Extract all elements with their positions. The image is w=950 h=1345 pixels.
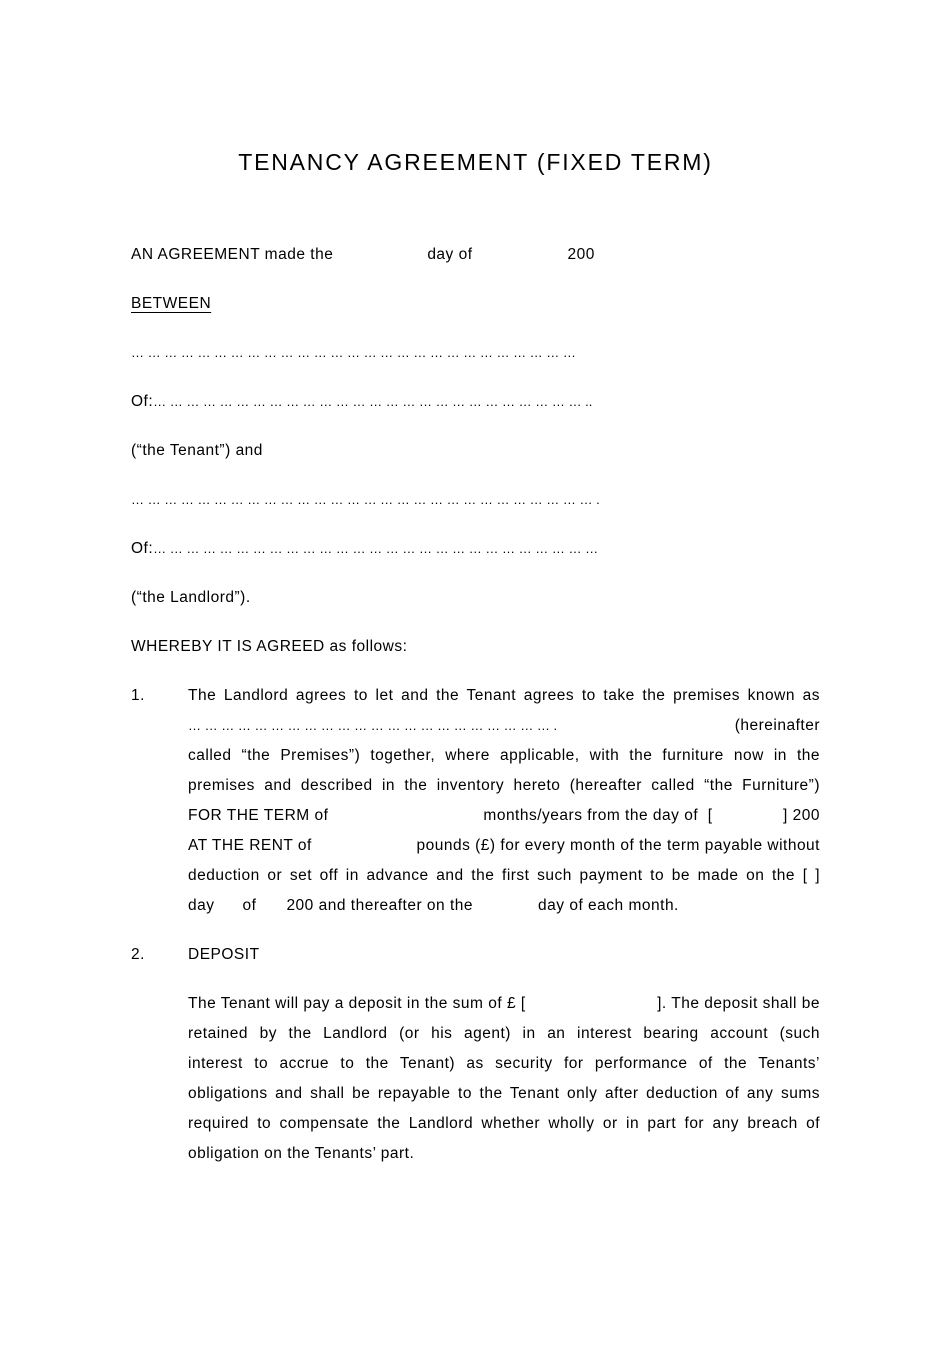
- clause-1: [131, 681, 820, 921]
- thereafter-text: 200 and thereafter on the: [286, 897, 474, 914]
- pounds-text: pounds (£) for every month of the term payable without: [416, 837, 820, 854]
- clause-2-text-line: obligation on the Tenants’ part.: [188, 1145, 415, 1162]
- landlord-address-dots: … … … … … … … … … … … … … … … … … … … … … … … … … … …: [153, 541, 599, 556]
- term-line: [188, 801, 820, 831]
- blank-space: [473, 909, 538, 910]
- clause-2-text-line: required to compensate the Landlord whether wholly or in part for any breach of: [188, 1115, 820, 1132]
- year-text: 200: [567, 246, 595, 263]
- clause-1-text-line: called “the Premises”) together, where applicable, with the furniture now in the: [188, 747, 820, 764]
- clause-2-body: [188, 989, 820, 1169]
- agreement-date-line: [131, 240, 820, 270]
- each-month-text: day of each month.: [538, 897, 679, 914]
- tenant-address-dots: … … … … … … … … … … … … … … … … … … … … … … … … … … ..: [153, 394, 593, 409]
- clause-2-number: 2.: [131, 946, 145, 963]
- day-text: day: [188, 897, 215, 914]
- deposit-heading: DEPOSIT: [188, 946, 260, 963]
- for-the-term-text: FOR THE TERM of: [188, 807, 329, 824]
- clause-1-number: 1.: [131, 687, 145, 704]
- clause-2-heading-row: [131, 940, 820, 970]
- landlord-name-dotted-line: [131, 485, 820, 515]
- tenant-of-label: Of:: [131, 393, 154, 410]
- agreement-prefix-text: AN AGREEMENT made the: [131, 246, 334, 263]
- premises-dotted-line: [188, 711, 820, 741]
- day-blank-space: [333, 258, 427, 259]
- document-title: TENANCY AGREEMENT (FIXED TERM): [238, 149, 713, 175]
- landlord-address-dotted-line: [131, 534, 820, 564]
- whereby-line: WHEREBY IT IS AGREED as follows:: [131, 638, 408, 655]
- clause-2-text-line: obligations and shall be repayable to the Tenant only after deduction of any sums: [188, 1085, 820, 1102]
- premises-dots: … … … … … … … … … … … … … … … … … … … … … … .: [188, 718, 558, 733]
- deposit-sum-line: [188, 989, 820, 1019]
- clause-2-number-spacer: [131, 989, 188, 1019]
- blank-space: [215, 909, 243, 910]
- landlord-designation-line: [131, 583, 820, 613]
- tenant-address-dotted-line: [131, 387, 820, 417]
- clause-1-body: [188, 681, 820, 921]
- clause-2-heading-body: [188, 940, 820, 970]
- hereinafter-text: (hereinafter: [734, 717, 820, 734]
- payment-day-line: [188, 891, 820, 921]
- landlord-of-label: Of:: [131, 540, 154, 557]
- blank-space: [256, 909, 286, 910]
- landlord-designation-text: (“the Landlord”).: [131, 589, 251, 606]
- clause-2-text-line: interest to accrue to the Tenant) as security for performance of the Tenants’: [188, 1055, 820, 1072]
- clause-1-text-line: deduction or set off in advance and the first such payment to be made on the [ ]: [188, 867, 820, 884]
- clause-1-text-line: premises and described in the inventory hereto (hereafter called “the Furniture”): [188, 777, 820, 794]
- tenant-name-dotted-line: [131, 338, 820, 368]
- at-the-rent-text: AT THE RENT of: [188, 837, 312, 854]
- deposit-tail-text: ]. The deposit shall be: [657, 995, 820, 1012]
- clause-2-paragraph: [131, 989, 820, 1169]
- between-heading-text: BETWEEN: [131, 295, 212, 312]
- clause-1-text-line: The Landlord agrees to let and the Tenant agrees to take the premises known as: [188, 687, 820, 704]
- deposit-sum-text: The Tenant will pay a deposit in the sum of £ [: [188, 995, 526, 1012]
- between-heading: [131, 289, 820, 319]
- months-years-text: months/years from the day of [: [483, 807, 713, 824]
- clause-2-text-line: retained by the Landlord (or his agent) in an interest bearing account (such: [188, 1025, 820, 1042]
- month-blank-space: [473, 258, 568, 259]
- tenant-designation-line: [131, 436, 820, 466]
- of-text: of: [242, 897, 257, 914]
- term-year-text: ] 200: [783, 807, 820, 824]
- rent-line: [188, 831, 820, 861]
- day-of-text: day of: [427, 246, 473, 263]
- landlord-name-dots: … … … … … … … … … … … … … … … … … … … … … … … … … … … … .: [131, 492, 600, 507]
- tenant-designation-text: (“the Tenant”) and: [131, 442, 263, 459]
- tenant-name-dots: … … … … … … … … … … … … … … … … … … … … … … … … … … …: [131, 345, 576, 360]
